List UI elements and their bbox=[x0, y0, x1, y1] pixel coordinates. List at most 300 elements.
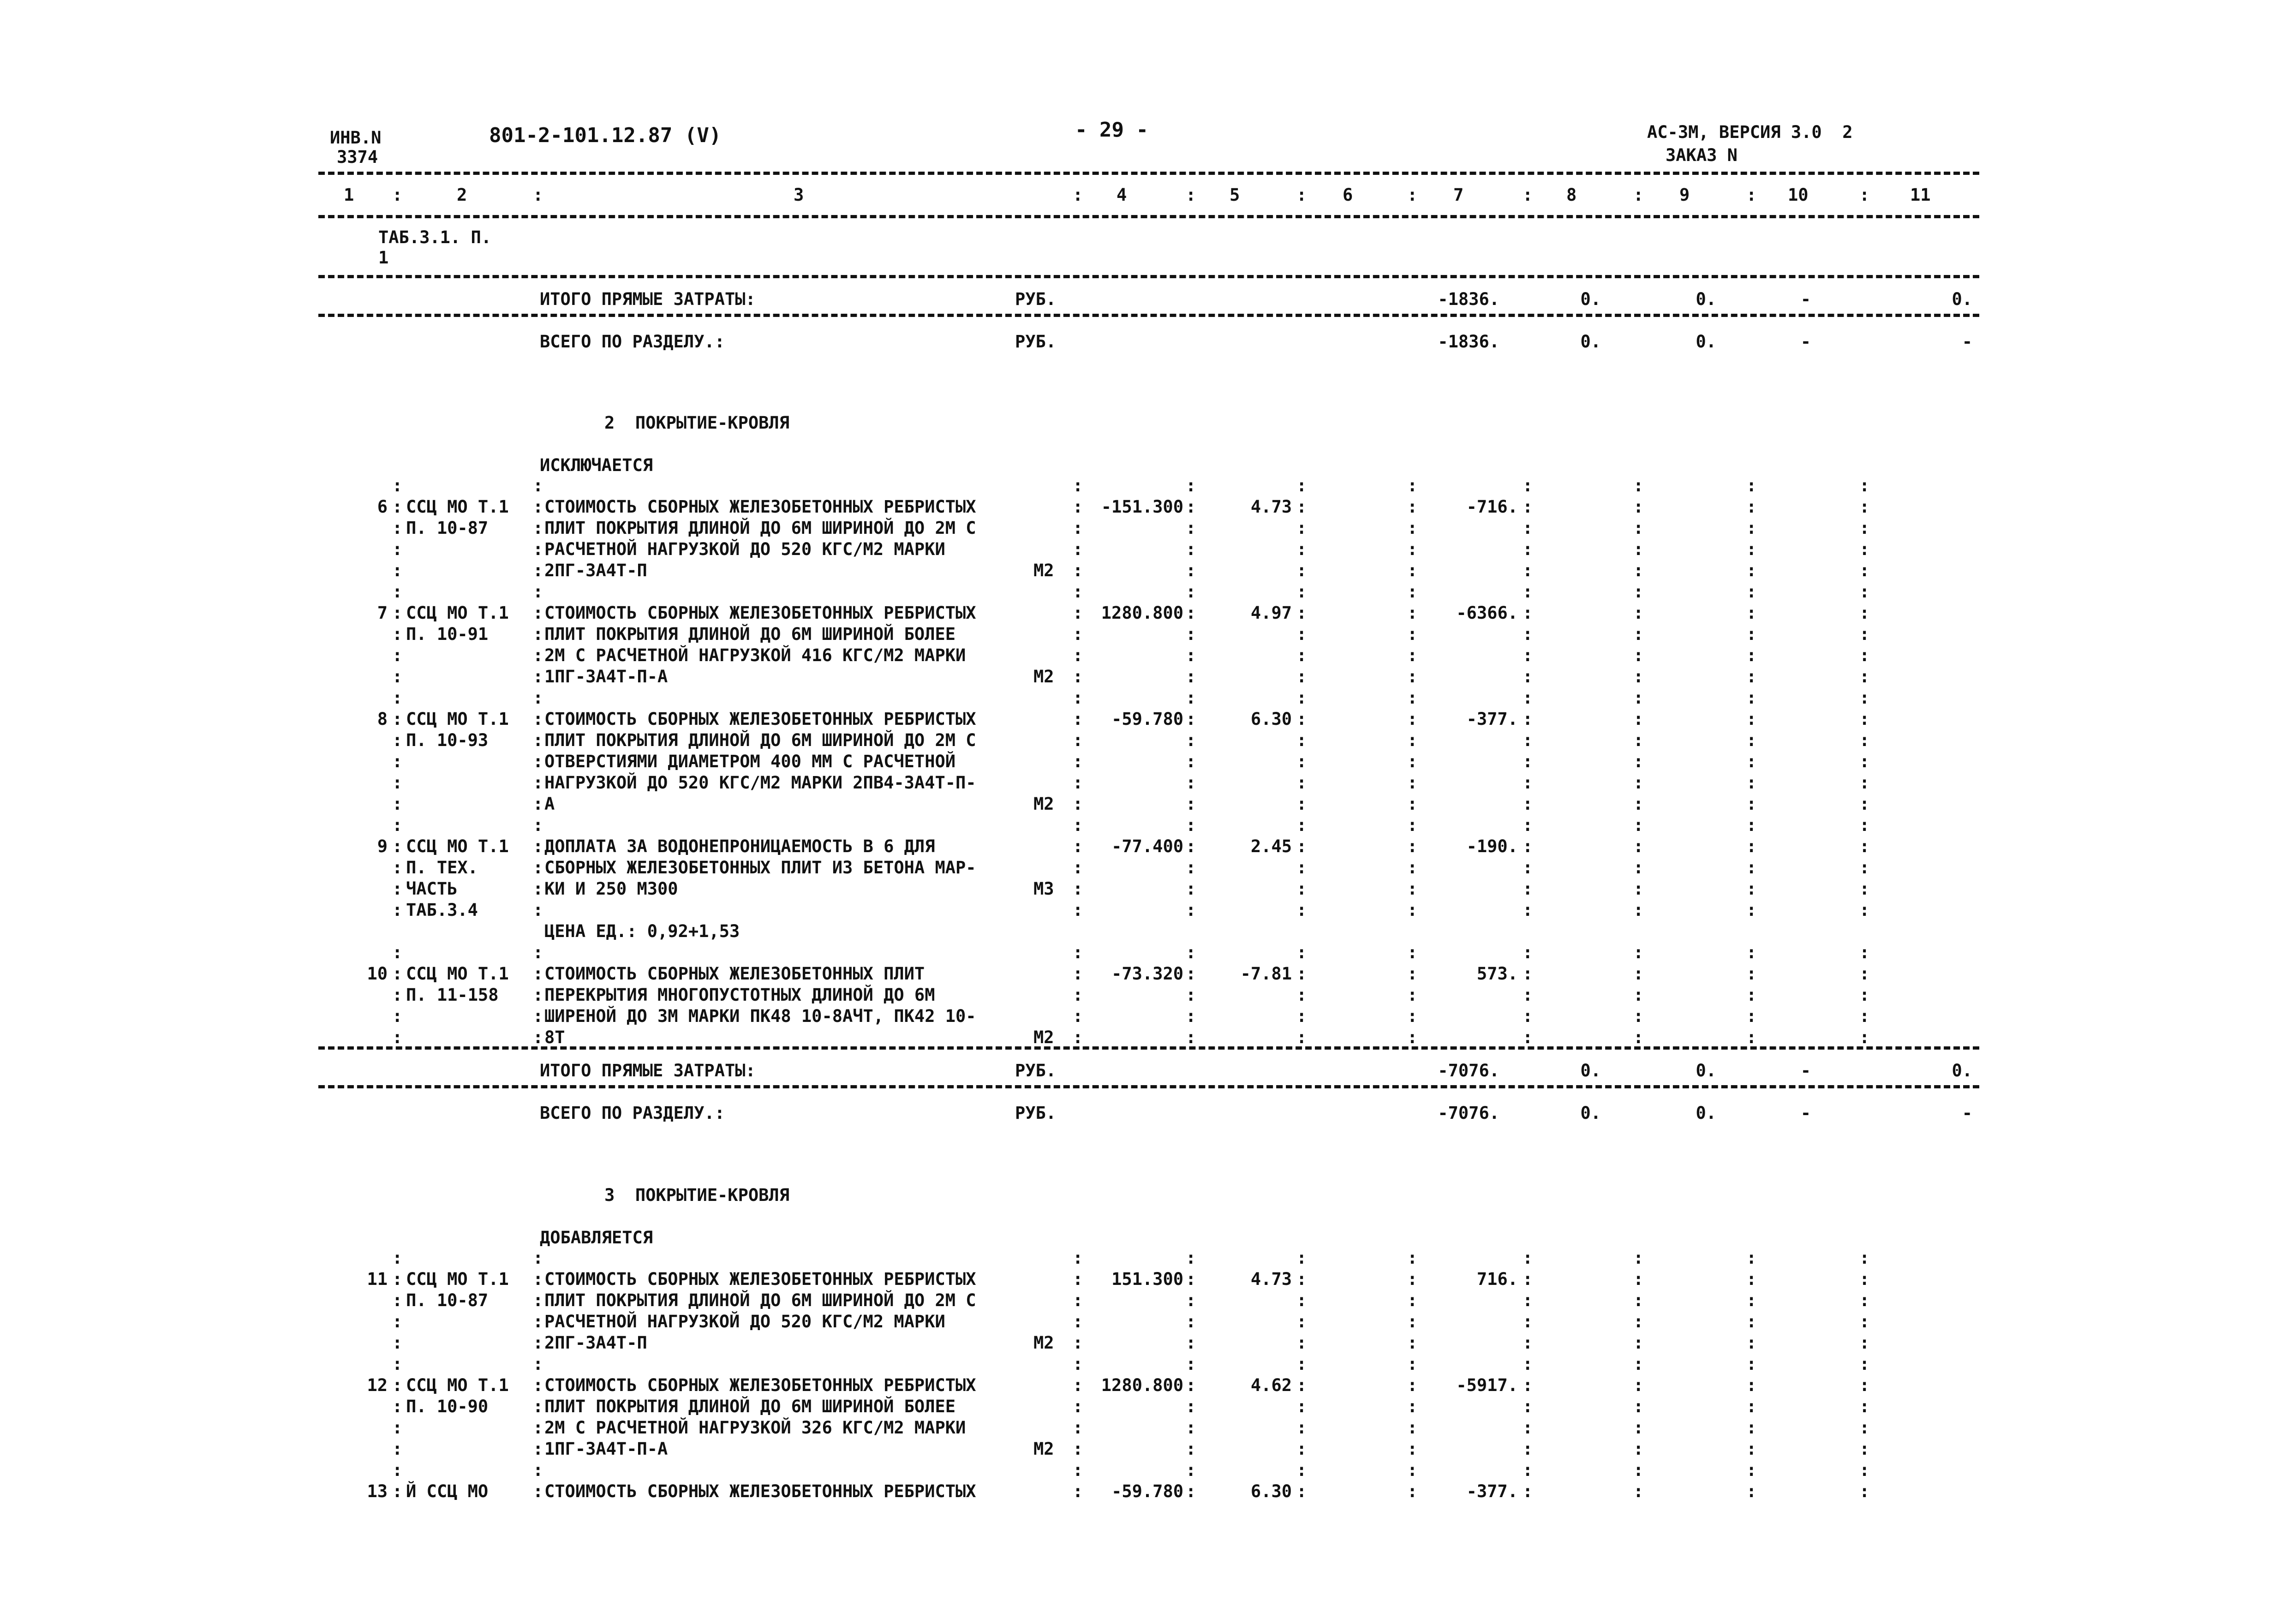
column-separator: : bbox=[1296, 815, 1307, 835]
column-separator: : bbox=[1186, 794, 1196, 814]
column-separator: : bbox=[1296, 667, 1307, 687]
section2-total-unit: РУБ. bbox=[1015, 1103, 1057, 1123]
row-total: 573. bbox=[1476, 964, 1518, 984]
section2-total-label: ВСЕГО ПО РАЗДЕЛУ.: bbox=[540, 1103, 725, 1123]
row-description: А bbox=[544, 794, 555, 814]
column-separator: : bbox=[533, 603, 543, 623]
column-separator: : bbox=[1407, 1375, 1418, 1395]
column-separator: : bbox=[1746, 667, 1757, 687]
column-separator: : bbox=[1186, 730, 1196, 750]
column-separator: : bbox=[1633, 497, 1644, 517]
column-separator: : bbox=[1296, 858, 1307, 878]
row-total: 716. bbox=[1476, 1269, 1518, 1289]
column-separator: : bbox=[1523, 1418, 1533, 1438]
column-separator: : bbox=[392, 624, 403, 644]
column-separator: : bbox=[1523, 709, 1533, 729]
column-separator: : bbox=[1407, 667, 1418, 687]
column-separator: : bbox=[392, 943, 403, 962]
column-separator: : bbox=[1859, 645, 1870, 665]
row-reference: П. 10-87 bbox=[406, 1290, 489, 1310]
row-description: НАГРУЗКОЙ ДО 520 КГС/М2 МАРКИ 2ПВ4-3А4Т-П- bbox=[544, 773, 976, 793]
column-separator: : bbox=[1073, 1269, 1083, 1289]
row-number: 9 bbox=[377, 836, 388, 856]
column-separator: : bbox=[392, 1027, 403, 1047]
column-separator: : bbox=[1186, 1248, 1196, 1268]
column-separator: : bbox=[1186, 1312, 1196, 1331]
row-description: ПЛИТ ПОКРЫТИЯ ДЛИНОЙ ДО 6М ШИРИНОЙ ДО 2М С bbox=[544, 1290, 976, 1310]
column-separator: : bbox=[1186, 476, 1196, 496]
column-separator: : bbox=[1746, 185, 1757, 205]
column-separator: : bbox=[1746, 1354, 1757, 1374]
row-reference: ССЦ МО Т.1 bbox=[406, 836, 509, 856]
column-separator: : bbox=[1073, 518, 1083, 538]
column-separator: : bbox=[533, 1418, 543, 1438]
column-separator: : bbox=[533, 1269, 543, 1289]
column-separator: : bbox=[1633, 900, 1644, 920]
column-separator: : bbox=[1859, 539, 1870, 559]
column-separator: : bbox=[1073, 561, 1083, 580]
row-description: 1ПГ-3А4Т-П-А bbox=[544, 1439, 668, 1459]
column-separator: : bbox=[1073, 1397, 1083, 1416]
column-separator: : bbox=[1746, 1481, 1757, 1501]
column-separator: : bbox=[1407, 539, 1418, 559]
row-total: -377. bbox=[1466, 1481, 1518, 1501]
column-separator: : bbox=[1746, 561, 1757, 580]
column-separator: : bbox=[1186, 603, 1196, 623]
column-separator: : bbox=[1073, 603, 1083, 623]
section2-subtitle: ИСКЛЮЧАЕТСЯ bbox=[540, 455, 653, 475]
column-separator: : bbox=[1407, 624, 1418, 644]
column-separator: : bbox=[392, 539, 403, 559]
column-separator: : bbox=[1633, 815, 1644, 835]
column-separator: : bbox=[1073, 1418, 1083, 1438]
page-number: - 29 - bbox=[1075, 118, 1148, 142]
column-separator: : bbox=[1633, 964, 1644, 984]
column-separator: : bbox=[1859, 185, 1870, 205]
column-separator: : bbox=[1073, 1290, 1083, 1310]
column-separator: : bbox=[1186, 1439, 1196, 1459]
column-separator: : bbox=[1859, 730, 1870, 750]
column-separator: : bbox=[392, 1006, 403, 1026]
column-separator: : bbox=[392, 1439, 403, 1459]
column-separator: : bbox=[1746, 1027, 1757, 1047]
column-separator: : bbox=[1633, 1397, 1644, 1416]
column-separator: : bbox=[1073, 730, 1083, 750]
column-separator: : bbox=[1746, 1439, 1757, 1459]
row-unit: М2 bbox=[1033, 1027, 1054, 1047]
column-separator: : bbox=[1073, 879, 1083, 899]
column-number: 5 bbox=[1230, 185, 1240, 205]
row-unit: М2 bbox=[1033, 1333, 1054, 1353]
row-number: 6 bbox=[377, 497, 388, 517]
summary-value: - bbox=[1800, 289, 1811, 309]
column-separator: : bbox=[1859, 794, 1870, 814]
column-separator: : bbox=[392, 1333, 403, 1353]
column-separator: : bbox=[533, 476, 543, 496]
column-separator: : bbox=[1523, 1248, 1533, 1268]
row-unit-price: 6.30 bbox=[1250, 1481, 1292, 1501]
column-separator: : bbox=[1859, 1460, 1870, 1480]
row-quantity: -59.780 bbox=[1111, 709, 1183, 729]
column-separator: : bbox=[1859, 879, 1870, 899]
summary-value: -1836. bbox=[1438, 332, 1499, 352]
summary-value: - bbox=[1800, 332, 1811, 352]
rule bbox=[318, 1046, 1979, 1050]
column-separator: : bbox=[1523, 1312, 1533, 1331]
rule bbox=[318, 314, 1979, 317]
column-separator: : bbox=[1523, 985, 1533, 1005]
summary-value: 0. bbox=[1696, 289, 1716, 309]
row-description: СТОИМОСТЬ СБОРНЫХ ЖЕЛЕЗОБЕТОННЫХ РЕБРИСТЫХ bbox=[544, 497, 976, 517]
column-separator: : bbox=[1407, 1418, 1418, 1438]
column-separator: : bbox=[1859, 561, 1870, 580]
row-number: 10 bbox=[367, 964, 388, 984]
column-separator: : bbox=[1633, 582, 1644, 602]
column-separator: : bbox=[392, 1269, 403, 1289]
column-separator: : bbox=[1296, 1027, 1307, 1047]
column-separator: : bbox=[1407, 943, 1418, 962]
column-separator: : bbox=[392, 561, 403, 580]
column-separator: : bbox=[1296, 943, 1307, 962]
column-separator: : bbox=[1633, 773, 1644, 793]
column-separator: : bbox=[1746, 773, 1757, 793]
column-separator: : bbox=[1859, 624, 1870, 644]
column-separator: : bbox=[1296, 879, 1307, 899]
column-separator: : bbox=[392, 900, 403, 920]
column-separator: : bbox=[1859, 476, 1870, 496]
column-separator: : bbox=[1746, 1269, 1757, 1289]
column-separator: : bbox=[1633, 561, 1644, 580]
column-separator: : bbox=[1296, 624, 1307, 644]
column-separator: : bbox=[533, 185, 543, 205]
column-separator: : bbox=[1407, 1248, 1418, 1268]
column-separator: : bbox=[1523, 645, 1533, 665]
column-separator: : bbox=[1296, 1248, 1307, 1268]
column-separator: : bbox=[1073, 815, 1083, 835]
column-number: 11 bbox=[1910, 185, 1931, 205]
summary-value: 0. bbox=[1952, 1061, 1972, 1081]
column-separator: : bbox=[1296, 1312, 1307, 1331]
column-separator: : bbox=[392, 185, 403, 205]
row-description: СТОИМОСТЬ СБОРНЫХ ЖЕЛЕЗОБЕТОННЫХ РЕБРИСТЫХ bbox=[544, 1375, 976, 1395]
column-separator: : bbox=[1523, 667, 1533, 687]
column-separator: : bbox=[1186, 985, 1196, 1005]
column-separator: : bbox=[533, 1481, 543, 1501]
column-separator: : bbox=[1746, 1397, 1757, 1416]
column-separator: : bbox=[1523, 815, 1533, 835]
column-separator: : bbox=[1633, 1006, 1644, 1026]
column-separator: : bbox=[1523, 752, 1533, 771]
column-separator: : bbox=[1746, 752, 1757, 771]
summary-value: 0. bbox=[1696, 332, 1716, 352]
column-separator: : bbox=[1407, 603, 1418, 623]
column-separator: : bbox=[1746, 943, 1757, 962]
column-separator: : bbox=[1073, 688, 1083, 708]
summary-value: -1836. bbox=[1438, 289, 1499, 309]
row-reference: ССЦ МО Т.1 bbox=[406, 1269, 509, 1289]
column-separator: : bbox=[1186, 836, 1196, 856]
column-separator: : bbox=[392, 815, 403, 835]
column-separator: : bbox=[1746, 858, 1757, 878]
column-separator: : bbox=[1296, 561, 1307, 580]
column-separator: : bbox=[533, 815, 543, 835]
column-separator: : bbox=[1407, 879, 1418, 899]
column-separator: : bbox=[1073, 1481, 1083, 1501]
column-separator: : bbox=[392, 985, 403, 1005]
column-separator: : bbox=[392, 1397, 403, 1416]
column-separator: : bbox=[1746, 730, 1757, 750]
column-separator: : bbox=[1859, 836, 1870, 856]
column-separator: : bbox=[1186, 1333, 1196, 1353]
column-separator: : bbox=[533, 985, 543, 1005]
row-number: 8 bbox=[377, 709, 388, 729]
column-separator: : bbox=[1407, 858, 1418, 878]
column-separator: : bbox=[1296, 603, 1307, 623]
column-separator: : bbox=[1523, 1290, 1533, 1310]
column-separator: : bbox=[1746, 836, 1757, 856]
row-number: 7 bbox=[377, 603, 388, 623]
summary-value: - bbox=[1800, 1061, 1811, 1081]
column-separator: : bbox=[1186, 1027, 1196, 1047]
column-separator: : bbox=[1859, 667, 1870, 687]
column-separator: : bbox=[1746, 476, 1757, 496]
column-separator: : bbox=[1296, 476, 1307, 496]
section2-direct-label: ИТОГО ПРЯМЫЕ ЗАТРАТЫ: bbox=[540, 1061, 756, 1081]
column-separator: : bbox=[1859, 964, 1870, 984]
column-separator: : bbox=[533, 1375, 543, 1395]
column-separator: : bbox=[1407, 900, 1418, 920]
column-separator: : bbox=[1296, 539, 1307, 559]
column-separator: : bbox=[1296, 1269, 1307, 1289]
column-separator: : bbox=[533, 709, 543, 729]
column-separator: : bbox=[392, 730, 403, 750]
column-separator: : bbox=[392, 497, 403, 517]
column-separator: : bbox=[1296, 1439, 1307, 1459]
column-separator: : bbox=[1746, 964, 1757, 984]
column-separator: : bbox=[533, 858, 543, 878]
row-description: РАСЧЕТНОЙ НАГРУЗКОЙ ДО 520 КГС/М2 МАРКИ bbox=[544, 539, 945, 559]
column-separator: : bbox=[392, 879, 403, 899]
column-separator: : bbox=[392, 1418, 403, 1438]
row-unit: М2 bbox=[1033, 561, 1054, 580]
column-separator: : bbox=[1407, 645, 1418, 665]
column-separator: : bbox=[1633, 730, 1644, 750]
row-quantity: 151.300 bbox=[1111, 1269, 1183, 1289]
row-reference: ССЦ МО Т.1 bbox=[406, 709, 509, 729]
column-separator: : bbox=[1633, 1460, 1644, 1480]
column-separator: : bbox=[392, 667, 403, 687]
row-description: РАСЧЕТНОЙ НАГРУЗКОЙ ДО 520 КГС/М2 МАРКИ bbox=[544, 1312, 945, 1331]
row-description: СТОИМОСТЬ СБОРНЫХ ЖЕЛЕЗОБЕТОННЫХ РЕБРИСТЫХ bbox=[544, 603, 976, 623]
section1-total-unit: РУБ. bbox=[1015, 332, 1057, 352]
row-total: -716. bbox=[1466, 497, 1518, 517]
column-separator: : bbox=[1746, 603, 1757, 623]
row-unit-price: 4.73 bbox=[1250, 1269, 1292, 1289]
column-separator: : bbox=[533, 964, 543, 984]
column-separator: : bbox=[1186, 1460, 1196, 1480]
column-separator: : bbox=[1633, 645, 1644, 665]
row-unit: М2 bbox=[1033, 1439, 1054, 1459]
column-separator: : bbox=[1746, 1312, 1757, 1331]
column-separator: : bbox=[533, 1248, 543, 1268]
column-separator: : bbox=[533, 879, 543, 899]
column-separator: : bbox=[1633, 1354, 1644, 1374]
column-separator: : bbox=[1633, 709, 1644, 729]
column-separator: : bbox=[1407, 185, 1418, 205]
column-separator: : bbox=[1186, 943, 1196, 962]
column-separator: : bbox=[1296, 900, 1307, 920]
column-separator: : bbox=[1296, 773, 1307, 793]
summary-value: 0. bbox=[1952, 289, 1972, 309]
column-separator: : bbox=[1073, 985, 1083, 1005]
column-separator: : bbox=[1746, 645, 1757, 665]
row-description: ПЛИТ ПОКРЫТИЯ ДЛИНОЙ ДО 6М ШИРИНОЙ ДО 2М С bbox=[544, 518, 976, 538]
column-separator: : bbox=[533, 497, 543, 517]
column-separator: : bbox=[1407, 1269, 1418, 1289]
column-separator: : bbox=[1746, 1248, 1757, 1268]
column-separator: : bbox=[1633, 624, 1644, 644]
column-separator: : bbox=[392, 688, 403, 708]
row-description: КИ И 250 М300 bbox=[544, 879, 678, 899]
summary-value: 0. bbox=[1580, 1103, 1601, 1123]
row-reference: Й ССЦ МО bbox=[406, 1481, 489, 1501]
column-separator: : bbox=[1633, 1418, 1644, 1438]
column-number: 6 bbox=[1343, 185, 1353, 205]
column-separator: : bbox=[1186, 900, 1196, 920]
column-separator: : bbox=[1859, 900, 1870, 920]
document-code: 801-2-101.12.87 (V) bbox=[489, 124, 722, 147]
column-separator: : bbox=[533, 582, 543, 602]
summary-value: -7076. bbox=[1438, 1103, 1499, 1123]
column-separator: : bbox=[1186, 1006, 1196, 1026]
column-separator: : bbox=[392, 858, 403, 878]
row-description: СТОИМОСТЬ СБОРНЫХ ЖЕЛЕЗОБЕТОННЫХ РЕБРИСТЫХ bbox=[544, 709, 976, 729]
column-separator: : bbox=[1296, 985, 1307, 1005]
column-separator: : bbox=[1746, 1460, 1757, 1480]
column-separator: : bbox=[1633, 539, 1644, 559]
column-separator: : bbox=[1407, 1333, 1418, 1353]
summary-value: 0. bbox=[1580, 332, 1601, 352]
section1-direct-label: ИТОГО ПРЯМЫЕ ЗАТРАТЫ: bbox=[540, 289, 756, 309]
column-separator: : bbox=[1186, 858, 1196, 878]
summary-value: - bbox=[1962, 332, 1972, 352]
column-separator: : bbox=[1186, 539, 1196, 559]
column-separator: : bbox=[1523, 1397, 1533, 1416]
column-separator: : bbox=[392, 645, 403, 665]
column-separator: : bbox=[392, 582, 403, 602]
column-separator: : bbox=[1633, 1481, 1644, 1501]
column-separator: : bbox=[1746, 518, 1757, 538]
column-separator: : bbox=[1746, 815, 1757, 835]
column-number: 7 bbox=[1453, 185, 1464, 205]
column-separator: : bbox=[1296, 1006, 1307, 1026]
column-separator: : bbox=[1746, 985, 1757, 1005]
column-separator: : bbox=[1859, 1269, 1870, 1289]
column-separator: : bbox=[1073, 836, 1083, 856]
row-description: ШИРЕНОЙ ДО 3М МАРКИ ПК48 10-8АЧТ, ПК42 10- bbox=[544, 1006, 976, 1026]
row-reference: П. 10-91 bbox=[406, 624, 489, 644]
column-separator: : bbox=[1523, 1375, 1533, 1395]
column-separator: : bbox=[392, 836, 403, 856]
column-separator: : bbox=[1633, 1333, 1644, 1353]
column-separator: : bbox=[1523, 1354, 1533, 1374]
column-separator: : bbox=[392, 603, 403, 623]
column-separator: : bbox=[1407, 964, 1418, 984]
column-separator: : bbox=[1633, 603, 1644, 623]
column-separator: : bbox=[1523, 688, 1533, 708]
row-unit-price: 4.97 bbox=[1250, 603, 1292, 623]
row-price-note: ЦЕНА ЕД.: 0,92+1,53 bbox=[544, 921, 740, 941]
row-reference: ССЦ МО Т.1 bbox=[406, 1375, 509, 1395]
row-unit-price: 4.73 bbox=[1250, 497, 1292, 517]
column-separator: : bbox=[392, 773, 403, 793]
column-separator: : bbox=[533, 561, 543, 580]
row-description: ПЕРЕКРЫТИЯ МНОГОПУСТОТНЫХ ДЛИНОЙ ДО 6М bbox=[544, 985, 935, 1005]
column-separator: : bbox=[1073, 794, 1083, 814]
column-separator: : bbox=[1523, 879, 1533, 899]
column-separator: : bbox=[533, 1290, 543, 1310]
column-separator: : bbox=[1186, 667, 1196, 687]
column-separator: : bbox=[1407, 1312, 1418, 1331]
row-description: СТОИМОСТЬ СБОРНЫХ ЖЕЛЕЗОБЕТОННЫХ РЕБРИСТЫХ bbox=[544, 1481, 976, 1501]
column-separator: : bbox=[1859, 603, 1870, 623]
column-separator: : bbox=[1407, 1481, 1418, 1501]
column-separator: : bbox=[392, 1354, 403, 1374]
top-ref-2: 1 bbox=[378, 248, 389, 268]
column-separator: : bbox=[392, 1460, 403, 1480]
column-separator: : bbox=[392, 1290, 403, 1310]
column-separator: : bbox=[1073, 1439, 1083, 1459]
row-description: ПЛИТ ПОКРЫТИЯ ДЛИНОЙ ДО 6М ШИРИНОЙ ДО 2М С bbox=[544, 730, 976, 750]
column-separator: : bbox=[392, 964, 403, 984]
column-separator: : bbox=[1407, 794, 1418, 814]
column-separator: : bbox=[1407, 752, 1418, 771]
row-total: -377. bbox=[1466, 709, 1518, 729]
column-separator: : bbox=[1523, 1439, 1533, 1459]
column-separator: : bbox=[1073, 900, 1083, 920]
inventory-number: 3374 bbox=[337, 147, 378, 167]
summary-value: 0. bbox=[1696, 1103, 1716, 1123]
row-reference: ССЦ МО Т.1 bbox=[406, 497, 509, 517]
column-separator: : bbox=[1073, 1312, 1083, 1331]
row-description: 2ПГ-3А4Т-П bbox=[544, 561, 647, 580]
column-separator: : bbox=[533, 943, 543, 962]
column-separator: : bbox=[1073, 1027, 1083, 1047]
column-separator: : bbox=[1859, 815, 1870, 835]
row-quantity: -151.300 bbox=[1101, 497, 1183, 517]
row-description: 1ПГ-3А4Т-П-А bbox=[544, 667, 668, 687]
column-separator: : bbox=[1523, 943, 1533, 962]
order-label: ЗАКАЗ N bbox=[1666, 145, 1738, 165]
column-separator: : bbox=[1186, 752, 1196, 771]
column-separator: : bbox=[1746, 497, 1757, 517]
column-separator: : bbox=[1523, 900, 1533, 920]
column-separator: : bbox=[1523, 1333, 1533, 1353]
column-separator: : bbox=[1186, 688, 1196, 708]
column-separator: : bbox=[1296, 185, 1307, 205]
column-separator: : bbox=[1746, 1333, 1757, 1353]
column-number: 1 bbox=[344, 185, 354, 205]
row-quantity: -59.780 bbox=[1111, 1481, 1183, 1501]
column-separator: : bbox=[533, 730, 543, 750]
row-reference: ЧАСТЬ bbox=[406, 879, 458, 899]
column-separator: : bbox=[1296, 1333, 1307, 1353]
row-unit-price: 4.62 bbox=[1250, 1375, 1292, 1395]
row-unit: М3 bbox=[1033, 879, 1054, 899]
row-total: -5917. bbox=[1456, 1375, 1518, 1395]
summary-value: 0. bbox=[1580, 1061, 1601, 1081]
column-separator: : bbox=[533, 900, 543, 920]
